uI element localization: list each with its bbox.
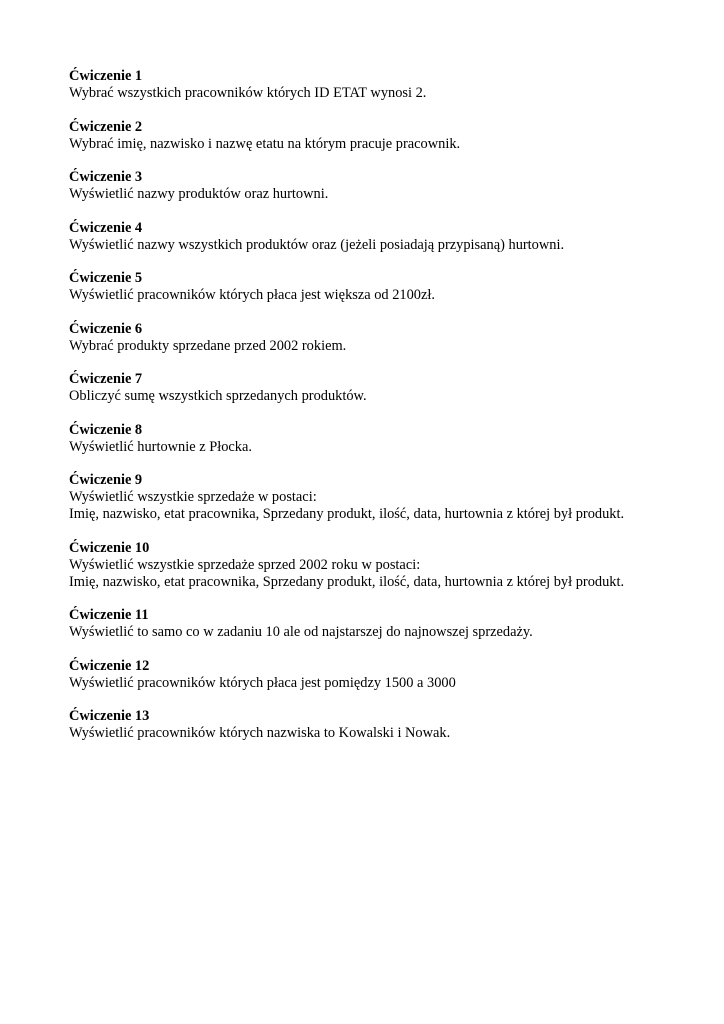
exercise-1 — [69, 68, 709, 102]
exercise-title: Ćwiczenie 7 — [69, 371, 143, 387]
document-page — [69, 68, 709, 759]
exercise-text: Imię, nazwisko, etat pracownika, Sprzedany produkt, ilość, data, hurtownia z której był produkt. — [69, 506, 625, 522]
exercise-text: Obliczyć sumę wszystkich sprzedanych produktów. — [69, 388, 367, 404]
exercise-title: Ćwiczenie 9 — [69, 472, 143, 488]
exercise-text: Wyświetlić nazwy wszystkich produktów oraz (jeżeli posiadają przypisaną) hurtowni. — [69, 236, 565, 253]
exercise-13 — [69, 708, 709, 742]
exercise-8 — [69, 422, 709, 456]
exercise-title: Ćwiczenie 3 — [69, 169, 143, 185]
exercise-text: Wyświetlić pracowników których nazwiska to Kowalski i Nowak. — [69, 725, 451, 741]
exercise-text: Wyświetlić wszystkie sprzedaże sprzed 2002 roku w postaci: — [69, 556, 421, 573]
exercise-text: Wybrać wszystkich pracowników których ID ETAT wynosi 2. — [69, 85, 427, 101]
exercise-title: Ćwiczenie 5 — [69, 270, 143, 286]
exercise-title: Ćwiczenie 4 — [69, 219, 143, 236]
exercise-title: Ćwiczenie 8 — [69, 421, 143, 438]
exercise-10 — [69, 540, 709, 591]
exercise-text: Wyświetlić wszystkie sprzedaże w postaci: — [69, 489, 317, 505]
exercise-text: Imię, nazwisko, etat pracownika, Sprzedany produkt, ilość, data, hurtownia z której był produkt. — [69, 573, 625, 590]
exercise-text: Wyświetlić to samo co w zadaniu 10 ale od najstarszej do najnowszej sprzedaży. — [69, 624, 533, 640]
exercise-3 — [69, 169, 709, 203]
exercise-6 — [69, 321, 709, 355]
exercise-text: Wyświetlić pracowników których płaca jest większa od 2100zł. — [69, 287, 435, 303]
exercise-title: Ćwiczenie 6 — [69, 320, 143, 337]
exercise-4 — [69, 220, 709, 254]
exercise-11 — [69, 607, 709, 641]
exercise-title: Ćwiczenie 10 — [69, 539, 150, 556]
exercise-text: Wybrać imię, nazwisko i nazwę etatu na którym pracuje pracownik. — [69, 135, 461, 152]
exercise-title: Ćwiczenie 2 — [69, 118, 143, 135]
exercise-9 — [69, 472, 709, 523]
exercise-title: Ćwiczenie 12 — [69, 657, 150, 674]
exercise-7 — [69, 371, 709, 405]
exercise-title: Ćwiczenie 1 — [69, 68, 143, 84]
exercise-text: Wyświetlić hurtownie z Płocka. — [69, 438, 252, 455]
exercise-text: Wyświetlić nazwy produktów oraz hurtowni. — [69, 186, 329, 202]
exercise-title: Ćwiczenie 13 — [69, 708, 150, 724]
exercise-title: Ćwiczenie 11 — [69, 607, 149, 623]
exercise-text: Wybrać produkty sprzedane przed 2002 rokiem. — [69, 337, 347, 354]
exercise-2 — [69, 119, 709, 153]
exercise-text: Wyświetlić pracowników których płaca jest pomiędzy 1500 a 3000 — [69, 674, 456, 691]
exercise-12 — [69, 658, 709, 692]
exercise-5 — [69, 270, 709, 304]
